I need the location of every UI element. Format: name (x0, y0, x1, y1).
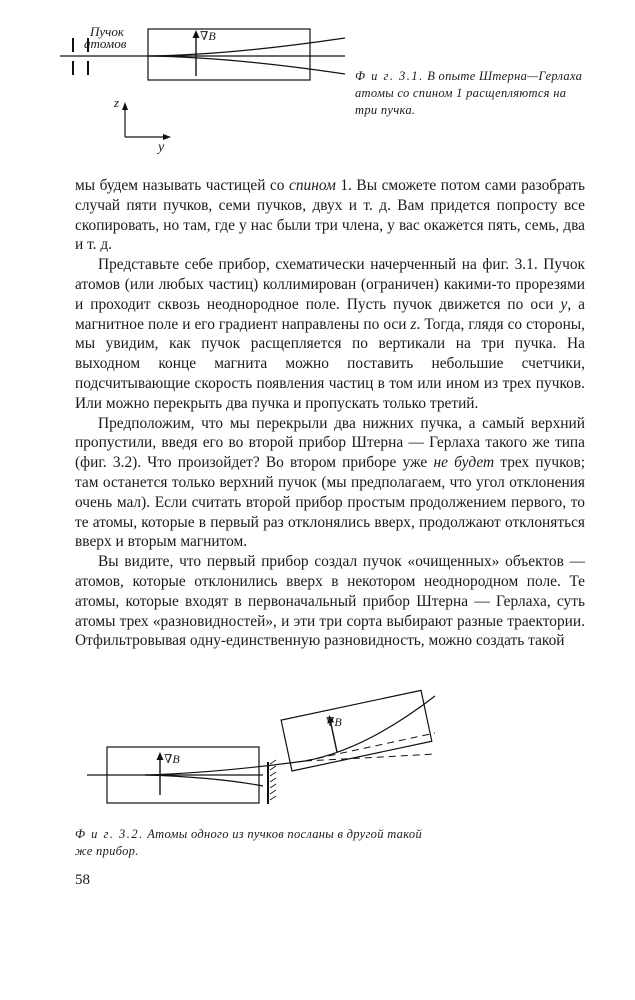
axis-z-label: z (114, 95, 120, 110)
paragraph-3-emphasis: не будет (433, 454, 495, 472)
second-magnet-box (281, 690, 432, 771)
second-beam-up (305, 696, 435, 761)
figure-3-2-caption-number: Ф и г. 3.2. (75, 827, 144, 841)
figure-3-2-caption (75, 826, 435, 860)
beam-upper (148, 38, 345, 56)
paragraph-3-text-b: трех пучков; там останется только верхний пучок (мы предполагаем, что угол отклонения очень мал). Если считать второй прибор простым продолжением первого, то те атомы, которые в первый раз отклонялись вверх, продолжают отклоняться вверх и вторым магнитом. (75, 454, 586, 551)
figure-3-2-drawing (85, 688, 455, 820)
figure-3-2-caption-text: Атомы одного из пучков посланы в другой такой же прибор. (75, 827, 422, 858)
paragraph-2-var-z: z (410, 315, 417, 333)
paragraph-3-text-a: Предположим, что мы перекрыли два нижних пучка, а самый верхний пропустили, введя его во второй прибор Штерна — Герлаха такого же типа (фиг. 3.2). Что произойдет? Во втором приборе уже (75, 414, 585, 472)
figure-3-1-caption (355, 68, 585, 119)
beam-label-line2: атомов (84, 36, 127, 51)
second-beam-lower-dashed (305, 754, 435, 761)
body-text (75, 176, 585, 651)
first-gradient-label: ∇B (164, 752, 180, 766)
paragraph-1 (75, 176, 585, 255)
gradient-label: ∇B (200, 29, 216, 43)
second-magnet (281, 690, 432, 771)
figure-3-1-caption-text: В опыте Штерна—Герлаха атомы со спином 1 расщепляются на три пучка. (355, 69, 583, 117)
paragraph-1-text-b: 1. Вы сможете потом сами разобрать случай пяти пучков, семи пучков, двух и т. д. Вам придется попросту все скопировать, но там, где у нас были три члена, у вас окажется пять, семь, два и т. д. (75, 177, 585, 254)
axis-z-arrowhead (122, 102, 128, 110)
paragraph-2 (75, 255, 585, 413)
paragraph-1-emphasis: спином (289, 177, 336, 194)
paragraph-1-text-a: мы будем называть частицей со (75, 177, 290, 194)
second-gradient-label: ∇B (326, 715, 342, 729)
gradient-arrowhead (193, 30, 200, 38)
first-gradient-arrowhead (157, 752, 164, 760)
paragraph-2-var-y: y (560, 295, 568, 313)
beam-lower (148, 56, 345, 74)
paragraph-3 (75, 414, 585, 553)
beam-label-line1: Пучок (90, 24, 124, 39)
axis-y-arrowhead (163, 134, 171, 140)
paragraph-2-text-c: . Тогда, глядя со стороны, мы увидим, как пучок расщепляется по вертикали на три пучка. На выходном конце магнита можно поставить небольшие счетчики, подсчитывающие скорость появления частиц в том или ином из трех пучков. Или можно перекрыть два пучка и пропускать только третий. (75, 315, 585, 412)
beam-lower (145, 775, 263, 786)
figure-3-1 (60, 18, 360, 168)
paragraph-4: Вы видите, что первый прибор создал пучок «очищенных» объектов — атомов, которые отклонились вверх в некотором неоднородном поле. Те атомы, которые входят в первоначальный прибор Штерна — Герлаха, суть атомы трех «разновидностей», и эти три сорта выбирают разные траектории. Отфильтровывая одну-единственную разновидность, можно создать такой (75, 553, 585, 650)
page-number: 58 (75, 872, 90, 888)
paragraph-2-text-a: Представьте себе прибор, схематически начерченный на фиг. 3.1. Пучок атомов (или любых частиц) коллимирован (ограничен) какими-то прорезями и проходит сквозь неоднородное поле. Пусть пучок движется по оси (75, 256, 585, 313)
figure-3-2 (85, 688, 455, 820)
magnet-box (148, 29, 310, 80)
paragraph-2-text-b: , а магнитное поле и его градиент направлены по оси (75, 295, 586, 333)
axis-y-label: y (158, 140, 165, 155)
figure-3-1-caption-number: Ф и г. 3.1. (355, 69, 424, 83)
